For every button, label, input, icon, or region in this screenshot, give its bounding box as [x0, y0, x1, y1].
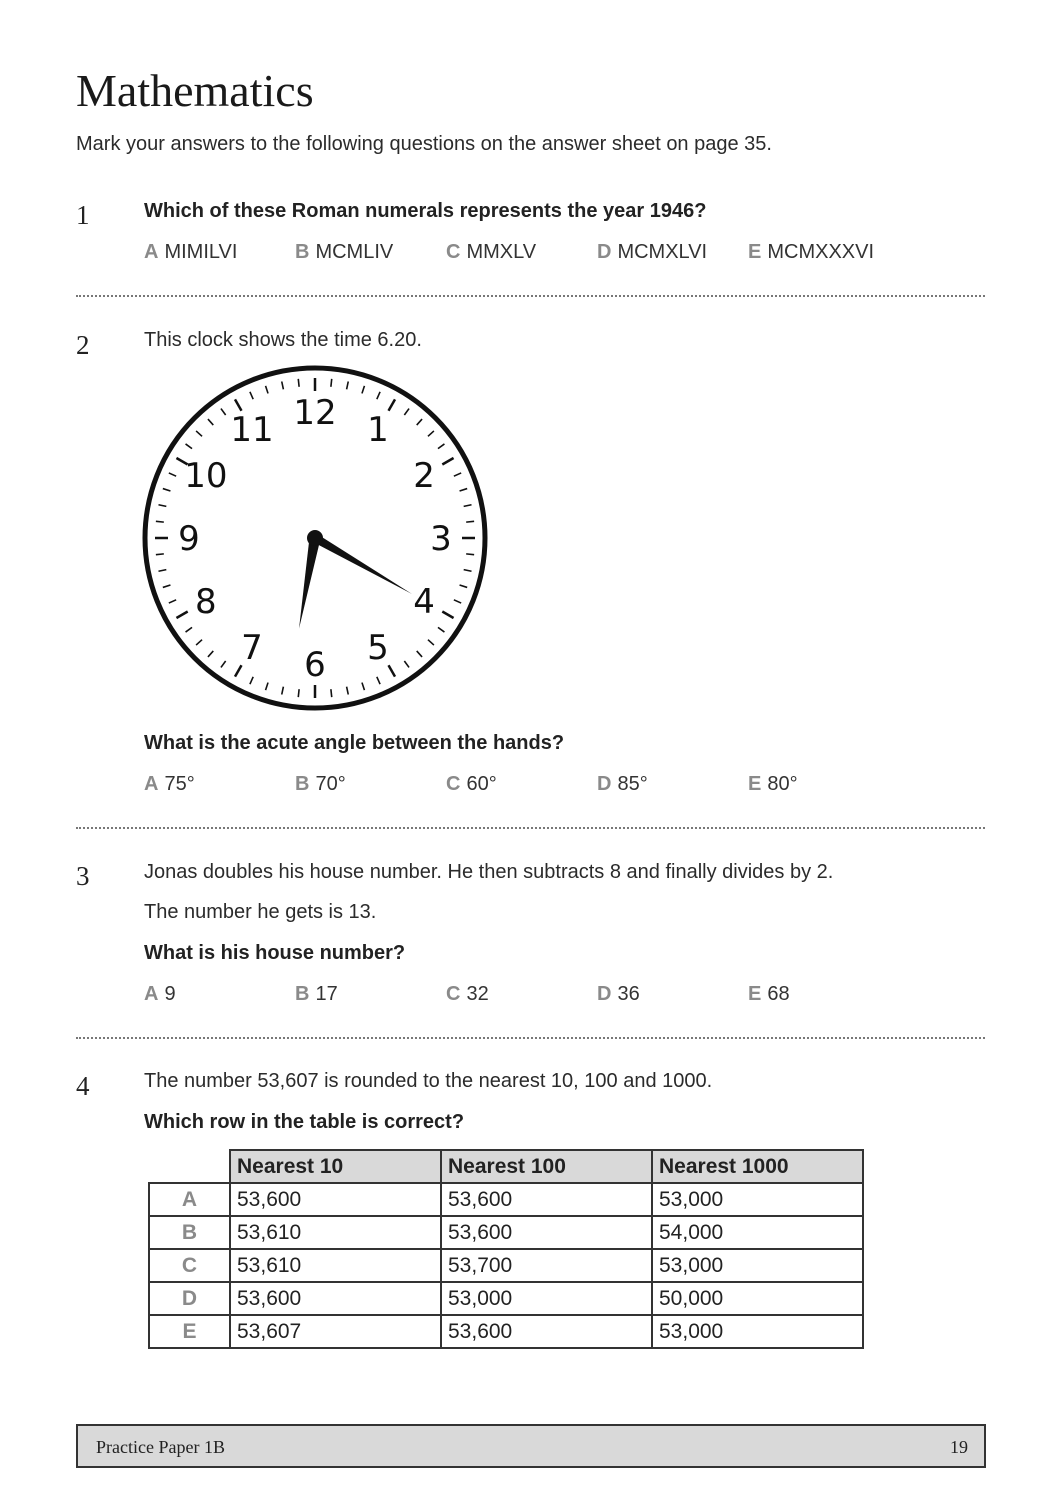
- q2-option-a[interactable]: A 75°: [144, 773, 195, 795]
- row-label: C: [149, 1249, 230, 1282]
- clock-number: 12: [293, 393, 337, 433]
- column-header: Nearest 1000: [652, 1150, 863, 1183]
- table-cell: 53,610: [230, 1249, 441, 1282]
- clock-tick: [298, 379, 299, 387]
- instructions: Mark your answers to the following questions on the answer sheet on page 35.: [76, 133, 772, 155]
- table-cell: 53,000: [652, 1315, 863, 1348]
- clock-tick: [156, 521, 164, 522]
- divider: [76, 827, 985, 829]
- table-cell: 53,000: [652, 1249, 863, 1282]
- table-cell: 53,000: [441, 1282, 652, 1315]
- question-3-number: 3: [76, 861, 90, 891]
- clock-tick: [298, 689, 299, 697]
- q1-option-c[interactable]: C MMXLV: [446, 241, 537, 263]
- clock-tick: [466, 521, 474, 522]
- table-cell: 53,600: [230, 1282, 441, 1315]
- table-row[interactable]: [149, 1282, 863, 1315]
- table-cell: 53,000: [652, 1183, 863, 1216]
- q1-option-e[interactable]: E MCMXXXVI: [748, 241, 875, 263]
- clock-number: 8: [195, 582, 217, 622]
- row-label: D: [149, 1282, 230, 1315]
- divider: [76, 1037, 985, 1039]
- question-4-statement: The number 53,607 is rounded to the nearest 10, 100 and 1000.: [144, 1070, 713, 1092]
- q3-option-c[interactable]: C 32: [446, 983, 489, 1005]
- q2-option-d[interactable]: D 85°: [597, 773, 648, 795]
- question-3-line-1: Jonas doubles his house number. He then subtracts 8 and finally divides by 2.: [144, 861, 834, 883]
- question-1-text: Which of these Roman numerals represents the year 1946?: [144, 200, 707, 222]
- table-row[interactable]: [149, 1249, 863, 1282]
- q2-option-c[interactable]: C 60°: [446, 773, 497, 795]
- clock-tick: [466, 554, 474, 555]
- table-cell: 53,600: [441, 1216, 652, 1249]
- question-2-text: What is the acute angle between the hands?: [144, 732, 565, 754]
- clock-number: 7: [241, 628, 263, 669]
- clock-face: [141, 364, 489, 712]
- table-cell: 53,600: [230, 1183, 441, 1216]
- q3-option-b[interactable]: B 17: [295, 983, 338, 1005]
- column-header: Nearest 10: [230, 1150, 441, 1183]
- clock-number: 1: [367, 409, 389, 450]
- clock-tick: [331, 379, 332, 387]
- question-2-number: 2: [76, 330, 90, 360]
- table-row[interactable]: [149, 1183, 863, 1216]
- row-label: B: [149, 1216, 230, 1249]
- row-label: A: [149, 1183, 230, 1216]
- table-row[interactable]: [149, 1315, 863, 1348]
- q1-option-d[interactable]: D MCMXLVI: [597, 241, 708, 263]
- q3-option-d[interactable]: D 36: [597, 983, 640, 1005]
- q1-option-a[interactable]: A MIMILVI: [144, 241, 238, 263]
- clock-tick: [331, 689, 332, 697]
- table-cell: 50,000: [652, 1282, 863, 1315]
- table-cell: 53,600: [441, 1315, 652, 1348]
- column-header: Nearest 100: [441, 1150, 652, 1183]
- q3-option-a[interactable]: A 9: [144, 983, 176, 1005]
- page-footer: [76, 1424, 986, 1468]
- q2-option-b[interactable]: B 70°: [295, 773, 346, 795]
- question-4-text: Which row in the table is correct?: [144, 1111, 465, 1133]
- q3-option-e[interactable]: E 68: [748, 983, 790, 1005]
- clock-number: 2: [413, 456, 435, 496]
- table-corner-cell: [149, 1150, 230, 1183]
- table-cell: 53,700: [441, 1249, 652, 1282]
- clock-number: 6: [304, 645, 326, 685]
- q1-option-b[interactable]: B MCMLIV: [295, 241, 394, 263]
- page-title: Mathematics: [76, 65, 314, 116]
- question-3-line-2: The number he gets is 13.: [144, 901, 377, 923]
- page-number: 19: [950, 1437, 968, 1457]
- table-header-row: [149, 1150, 863, 1183]
- question-3-text: What is his house number?: [144, 942, 406, 964]
- table-row[interactable]: [149, 1216, 863, 1249]
- q2-option-e[interactable]: E 80°: [748, 773, 798, 795]
- table-cell: 53,600: [441, 1183, 652, 1216]
- table-cell: 53,607: [230, 1315, 441, 1348]
- clock-tick: [156, 554, 164, 555]
- table-cell: 54,000: [652, 1216, 863, 1249]
- question-1-number: 1: [76, 200, 90, 230]
- clock-number: 11: [230, 409, 274, 450]
- question-4-number: 4: [76, 1071, 90, 1101]
- question-2-statement: This clock shows the time 6.20.: [144, 329, 422, 351]
- paper-name: Practice Paper 1B: [96, 1437, 225, 1457]
- clock-number: 3: [430, 519, 452, 559]
- clock-number: 4: [413, 582, 435, 622]
- divider: [76, 295, 985, 297]
- clock-number: 5: [367, 628, 389, 669]
- clock-center: [307, 530, 323, 546]
- clock-number: 10: [184, 456, 228, 496]
- row-label: E: [149, 1315, 230, 1348]
- rounding-table: [148, 1149, 864, 1349]
- clock-number: 9: [178, 519, 200, 559]
- table-cell: 53,610: [230, 1216, 441, 1249]
